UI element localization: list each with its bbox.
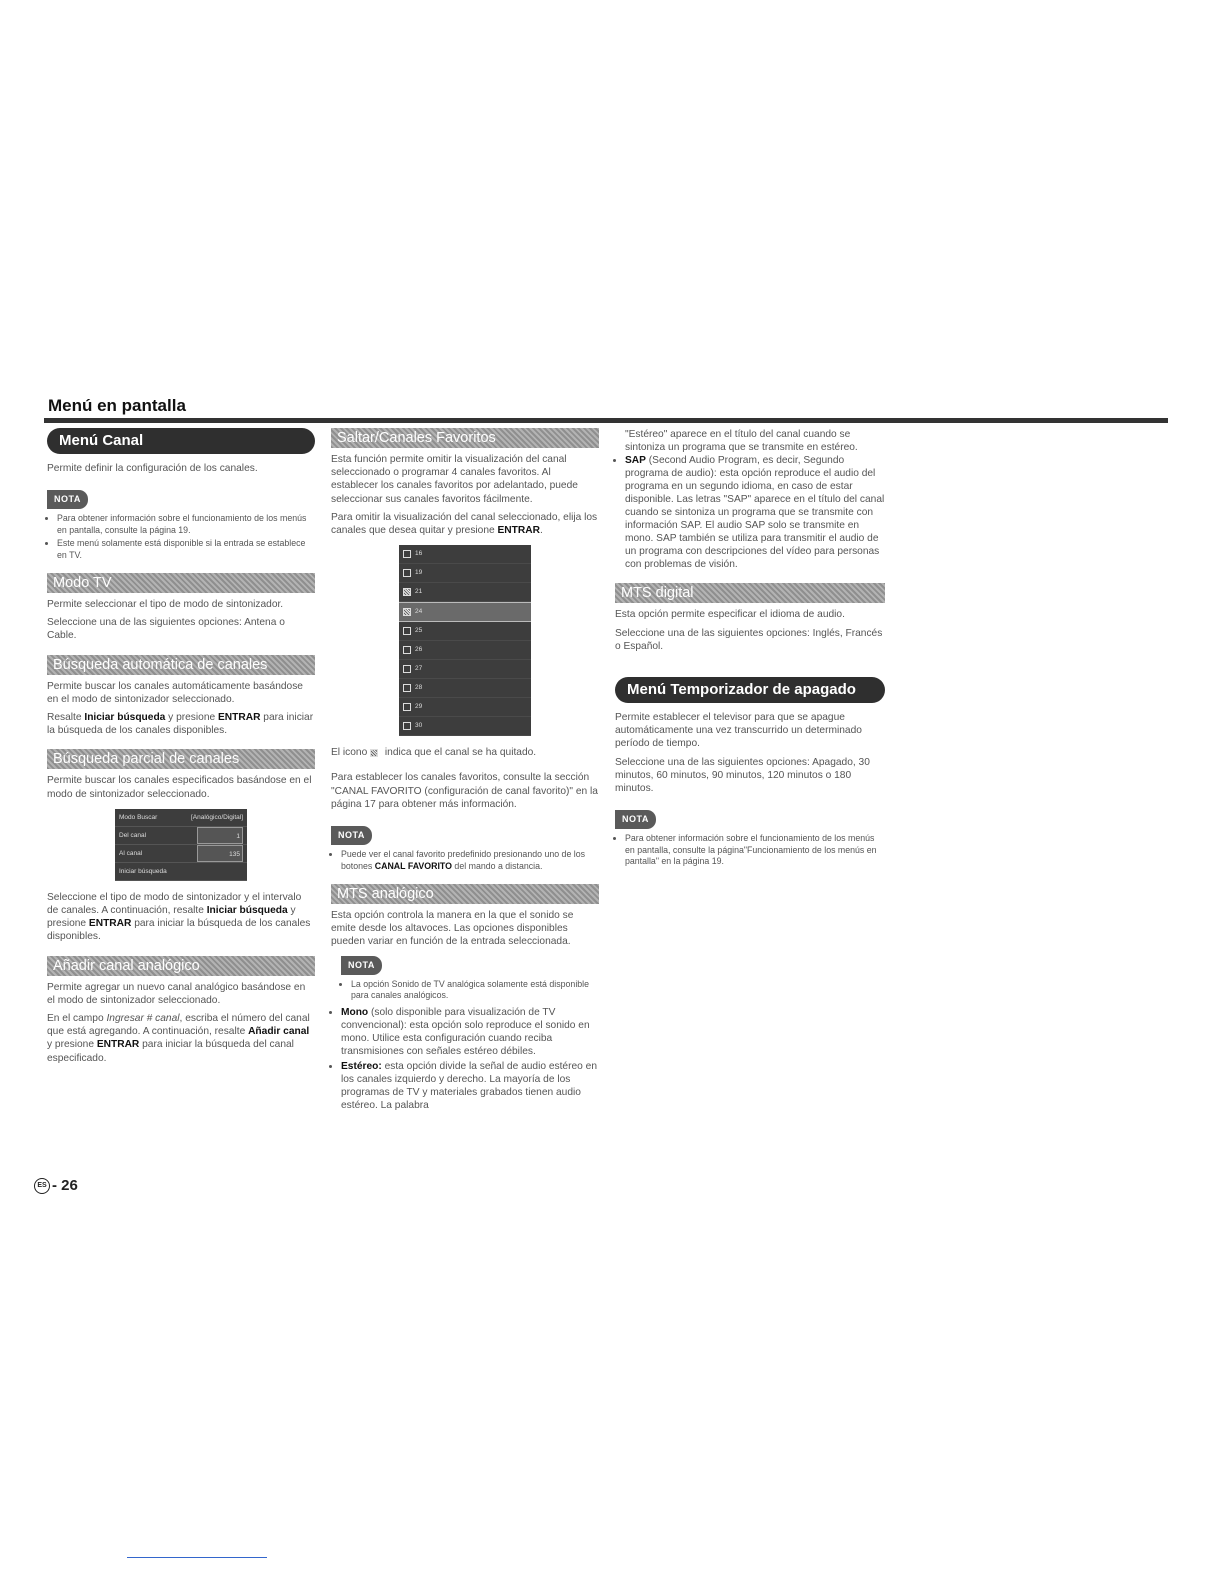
column-3 bbox=[615, 428, 885, 872]
nota-badge: NOTA bbox=[47, 490, 88, 509]
checkbox-icon bbox=[403, 665, 411, 673]
busqueda-parcial-text: Permite buscar los canales especificados basándose en el modo de sintonizador seleccionado. bbox=[47, 775, 312, 800]
nota-item: • Para obtener información sobre el funcionamiento de los menús en pantalla, consulte la página"Funcionamiento de los menús en pantalla" en la página 19. bbox=[625, 833, 885, 867]
channel-row bbox=[399, 583, 531, 602]
checkbox-icon bbox=[403, 627, 411, 635]
bottom-link-underline bbox=[127, 1557, 267, 1558]
channel-number: 28 bbox=[415, 684, 423, 692]
channel-number: 25 bbox=[415, 627, 423, 635]
saltar-instructions: Para omitir la visualización del canal seleccionado, elija los canales que desea quitar y presione ENTRAR. bbox=[331, 511, 598, 537]
anadir-canal-text: Permite agregar un nuevo canal analógico basándose en el modo de sintonizador seleccionado. bbox=[47, 981, 306, 1006]
menu-canal-desc: Permite definir la configuración de los canales. bbox=[47, 463, 258, 474]
icon-note: El icono indica que el canal se ha quitado. bbox=[331, 747, 537, 759]
checkbox-icon bbox=[403, 684, 411, 692]
saltar-heading: Saltar/Canales Favoritos bbox=[331, 428, 599, 448]
busqueda-parcial-instructions: Seleccione el tipo de modo de sintonizador y el intervalo de canales. A continuación, resalte Iniciar búsqueda y presione ENTRAR para iniciar la búsqueda de los canales disponibles. bbox=[47, 891, 311, 943]
channel-row bbox=[399, 622, 531, 641]
mts-analogico-text: Esta opción controla la manera en la que el sonido se emite desde los altavoces. Las opciones disponibles pueden variar en función de la entrada seleccionada. bbox=[331, 910, 574, 948]
anadir-canal-instructions: En el campo Ingresar # canal, escriba el número del canal que está agregando. A continuación, resalte Añadir canal y presione ENTRAR para iniciar la búsqueda del canal especificado. bbox=[47, 1013, 310, 1064]
option-list bbox=[331, 1006, 599, 1112]
busqueda-parcial-heading: Búsqueda parcial de canales bbox=[47, 749, 315, 769]
channel-number: 26 bbox=[415, 646, 423, 654]
channel-number: 16 bbox=[415, 550, 423, 558]
column-1 bbox=[47, 428, 315, 1070]
screen-row: Modo Buscar [Analógico/Digital] bbox=[115, 809, 247, 827]
checkbox-icon bbox=[403, 569, 411, 577]
nota-item: • La opción Sonido de TV analógica solamente está disponible para canales analógicos. bbox=[351, 979, 599, 1002]
nota-badge: NOTA bbox=[341, 956, 382, 975]
modo-tv-options: Seleccione una de las siguientes opciones: Antena o Cable. bbox=[47, 617, 285, 642]
checkbox-icon bbox=[403, 646, 411, 654]
option-list bbox=[615, 454, 885, 571]
menu-canal-heading: Menú Canal bbox=[47, 428, 315, 454]
channel-number: 19 bbox=[415, 569, 423, 577]
checkbox-icon bbox=[403, 550, 411, 558]
modo-tv-text: Permite seleccionar el tipo de modo de sintonizador. bbox=[47, 599, 284, 611]
skip-checkbox-icon bbox=[403, 588, 411, 596]
skip-icon bbox=[370, 749, 378, 757]
mts-digital-heading: MTS digital bbox=[615, 583, 885, 603]
busqueda-auto-text: Permite buscar los canales automáticamente basándose en el modo de sintonizador seleccionado. bbox=[47, 680, 303, 705]
busqueda-auto-heading: Búsqueda automática de canales bbox=[47, 655, 315, 675]
nota-list bbox=[47, 513, 315, 561]
temporizador-heading: Menú Temporizador de apagado bbox=[615, 677, 885, 703]
channel-number: 27 bbox=[415, 665, 423, 673]
channel-number: 24 bbox=[415, 608, 423, 616]
channel-row bbox=[399, 717, 531, 736]
option-mono: • Mono (solo disponible para visualización de TV convencional): esta opción solo reproduce el sonido en mono. Utilice esta configuración cuando reciba transmisiones con señales estéreo débiles. bbox=[341, 1006, 599, 1058]
screen-row: Al canal 135 bbox=[115, 845, 247, 863]
channel-row bbox=[399, 698, 531, 717]
channel-row bbox=[399, 641, 531, 660]
title-rule bbox=[44, 418, 1168, 423]
busqueda-auto-instructions: Resalte Iniciar búsqueda y presione ENTRAR para iniciar la búsqueda de los canales disponibles. bbox=[47, 712, 314, 737]
mts-digital-options: Seleccione una de las siguientes opciones: Inglés, Francés o Español. bbox=[615, 627, 883, 652]
channel-row bbox=[399, 564, 531, 583]
mts-digital-text: Esta opción permite especificar el idioma de audio. bbox=[615, 609, 845, 621]
es-language-icon: ES bbox=[34, 1178, 50, 1194]
channel-number: 21 bbox=[415, 588, 423, 596]
nota-item: • Este menú solamente está disponible si la entrada se establece en TV. bbox=[57, 538, 315, 561]
temporizador-options: Seleccione una de las siguientes opciones: Apagado, 30 minutos, 60 minutos, 90 minutos, 120 minutos o 180 minutos. bbox=[615, 756, 870, 795]
channel-row bbox=[399, 545, 531, 564]
favoritos-text: Para establecer los canales favoritos, consulte la sección "CANAL FAVORITO (configuración de canal favorito)" en la página 17 para obtener más información. bbox=[331, 772, 598, 810]
nota-list bbox=[331, 849, 599, 872]
nota-badge: NOTA bbox=[615, 810, 656, 829]
channel-number: 30 bbox=[415, 722, 423, 730]
nota-list bbox=[615, 833, 885, 867]
column-2 bbox=[331, 428, 599, 1116]
page-title: Menú en pantalla bbox=[48, 396, 186, 415]
page-number: ES - 26 bbox=[34, 1177, 78, 1194]
screen-row: Iniciar búsqueda bbox=[115, 863, 247, 881]
skip-checkbox-icon bbox=[403, 608, 411, 616]
modo-tv-heading: Modo TV bbox=[47, 573, 315, 593]
nota-badge: NOTA bbox=[331, 826, 372, 845]
anadir-canal-heading: Añadir canal analógico bbox=[47, 956, 315, 976]
search-screen-illustration bbox=[115, 809, 247, 881]
checkbox-icon bbox=[403, 703, 411, 711]
screen-row: Del canal 1 bbox=[115, 827, 247, 845]
channel-row bbox=[399, 602, 531, 622]
estereo-continued: "Estéreo" aparece en el título del canal cuando se sintoniza un programa que se transmite en estéreo. bbox=[625, 429, 858, 454]
mts-analogico-heading: MTS analógico bbox=[331, 884, 599, 904]
option-sap: • SAP (Second Audio Program, es decir, Segundo programa de audio): esta opción reproduce el audio del programa en un segundo idioma, en caso de estar disponible. Las letras "SAP" aparece en el título del canal cuando se sintoniza un programa que se transmite con información SAP. El audio SAP solo se transmite en mono. SAP también se utiliza para transmitir el audio de un programa con descripciones del vídeo para personas con problemas de visión. bbox=[625, 454, 885, 571]
channel-list-illustration bbox=[399, 545, 531, 736]
channel-row bbox=[399, 660, 531, 679]
nota-list bbox=[341, 979, 599, 1002]
channel-row bbox=[399, 679, 531, 698]
checkbox-icon bbox=[403, 722, 411, 730]
channel-number: 29 bbox=[415, 703, 423, 711]
nota-item: • Para obtener información sobre el funcionamiento de los menús en pantalla, consulte la página 19. bbox=[57, 513, 315, 536]
nota-item: • Puede ver el canal favorito predefinido presionando uno de los botones CANAL FAVORITO del mando a distancia. bbox=[341, 849, 599, 872]
nota-block bbox=[331, 954, 599, 1002]
temporizador-text: Permite establecer el televisor para que se apague automáticamente una vez transcurrido un determinado período de tiempo. bbox=[615, 712, 862, 750]
saltar-text: Esta función permite omitir la visualización del canal seleccionado o programar 4 canales favoritos. Al establecer los canales favoritos por adelantado, puede seleccionar sus canales favoritos fácilmente. bbox=[331, 454, 578, 505]
option-estereo: • Estéreo: esta opción divide la señal de audio estéreo en los canales izquierdo y derecho. La mayoría de los programas de TV y materiales grabados tienen audio estéreo. La palabra bbox=[341, 1060, 599, 1112]
